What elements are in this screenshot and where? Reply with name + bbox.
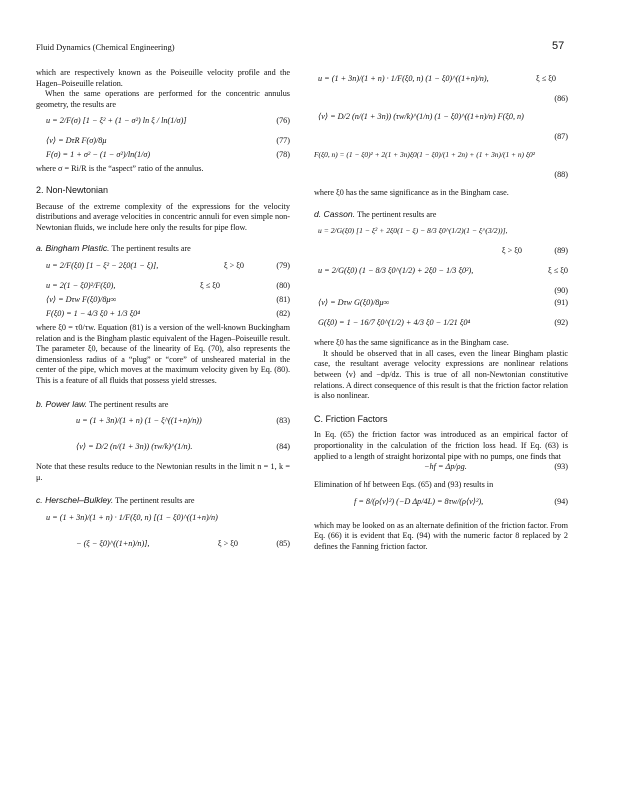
equation-77 [36,136,290,150]
paragraph: which may be looked on as an alternate definition of the friction factor. From Eq. (66) it is evident that Eq. (94) with the numeric factor 8 replaced by 2 defines the Fanning friction factor. [314,520,568,551]
subsection-heading: d. Casson. [314,208,356,219]
equation-93 [314,462,568,476]
subsection-heading: a. Bingham Plastic. [36,243,110,254]
equation-text: G(ξ0) = 1 − 16/7 ξ0^(1/2) + 4/3 ξ0 − 1/21 ξ0⁴ [318,318,471,328]
equation-86 [314,68,568,94]
equation-text: ⟨v⟩ = Dτw F(ξ0)/8μ∞ [46,294,117,304]
equation-number: (93) [554,462,568,472]
equation-80 [36,281,290,295]
equation-82 [36,309,290,323]
equation-79 [36,255,290,281]
paragraph: where σ = Ri/R is the “aspect” ratio of the annulus. [36,164,204,174]
section-heading: C. Friction Factors [314,413,388,424]
equation-number: (81) [276,294,290,304]
equation-number: (84) [276,442,290,452]
equation-condition: ξ > ξ0 [217,538,238,548]
page-number: 57 [552,40,565,52]
paragraph: which are respectively known as the Poiseuille velocity profile and the Hagen–Poiseuille relation. [36,68,290,88]
subsection-text: The pertinent results are [111,244,191,254]
equation-text: F(σ) = 1 + σ² − (1 − σ²)/ln(1/σ) [46,150,151,160]
equation-condition: ξ > ξ0 [501,246,522,256]
equation-text: ⟨v⟩ = DτR F(σ)/8μ [46,136,107,146]
equation-84 [36,436,290,462]
equation-81 [36,295,290,309]
equation-text: ⟨v⟩ = D/2 (n/(1 + 3n)) (τw/k)^(1/n). [76,442,193,452]
equation-number: (90) [554,286,568,296]
subsection-text: The pertinent results are [89,399,169,409]
equation-text: u = 2/G(ξ0) [1 − ξ² + 2ξ0(1 − ξ) − 8/3 ξ0^(1/2)(1 − ξ^(3/2))], [318,226,508,236]
equation-text: u = 2(1 − ξ0)²/F(ξ0), [46,280,116,290]
equation-94 [314,491,568,517]
equation-text: ⟨v⟩ = D/2 (n/(1 + 3n)) (τw/k)^(1/n) (1 − ξ0)^((1+n)/n) F(ξ0, n) [318,112,524,121]
equation-text: ⟨v⟩ = Dτw G(ξ0)/8μ∞ [318,298,390,308]
equation-condition: ξ > ξ0 [223,260,244,270]
paragraph: When the same operations are performed for the concentric annulus geometry, the results are [36,89,290,109]
equation-text: F(ξ0) = 1 − 4/3 ξ0 + 1/3 ξ0⁴ [46,308,141,318]
equation-text: F(ξ0, n) = (1 − ξ0)² + 2(1 + 3n)ξ0(1 − ξ0)/(1 + 2n) + (1 + 3n)/(1 + n) ξ0² [314,150,535,159]
equation-text: u = (1 + 3n)/(1 + n) · 1/F(ξ0, n) (1 − ξ0)^((1+n)/n), [318,74,489,83]
equation-87 [314,106,568,132]
equation-text: u = 2/F(σ) [1 − ξ² + (1 − σ²) ln ξ / ln(1/σ)] [46,116,187,126]
equation-number: (92) [554,318,568,328]
equation-91 [314,298,568,312]
equation-85-line1 [36,507,290,533]
equation-number: (82) [276,308,290,318]
equation-number: (88) [554,170,568,179]
equation-83 [36,410,290,436]
equation-78 [36,150,290,164]
paragraph: Note that these results reduce to the Newtonian results in the limit n = 1, k = μ. [36,462,290,482]
equation-condition: ξ ≤ ξ0 [536,74,556,83]
subsection-heading: b. Power law. [36,398,88,409]
equation-number: (76) [276,116,290,126]
equation-89 [314,220,568,246]
subsection-text: The pertinent results are [115,496,195,506]
equation-number: (80) [276,280,290,290]
left-column [36,68,290,559]
paragraph: Because of the extreme complexity of the expressions for the velocity distributions and average velocities in concentric annuli for even simple non-Newtonian fluids, we include here only the results for pipe flow. [36,201,290,232]
equation-number: (94) [554,496,568,506]
equation-number: (86) [554,94,568,103]
equation-number: (89) [554,246,568,256]
paragraph: where ξ0 = τ0/τw. Equation (81) is a version of the well-known Buckingham relation and is the Bingham plastic equivalent of the Hagen–Poiseuille result. The parameter ξ0, because of the linearity of Eq. (70), also represents the dimensionless radius of a “plug” or “core” of unsheared material in the center of the pipe, which moves at the maximum velocity given by Eq. (80). This is a feature of all fluids that possess yield stresses. [36,322,290,385]
paragraph: It should be observed that in all cases, even the linear Bingham plastic case, the resultant average velocity expressions are nonlinear relations between ⟨v⟩ and −dp/dz. This is true of all non-Newtonian constitutive relations. A direct consequence of this result is that the friction factor relation is also nonlinear. [314,348,568,401]
equation-92 [314,312,568,338]
equation-76 [36,110,290,136]
equation-text: u = 2/F(ξ0) [1 − ξ² − 2ξ0(1 − ξ)], [46,260,159,270]
running-title: Fluid Dynamics (Chemical Engineering) [36,42,175,52]
equation-90 [314,260,568,286]
paragraph: In Eq. (65) the friction factor was introduced as an empirical factor of proportionality in the calculation of the friction loss head. If Eq. (63) is applied to a length of straight horizontal pipe with no pumps, one finds that [314,430,568,461]
equation-condition: ξ ≤ ξ0 [548,266,568,276]
equation-text: u = (1 + 3n)/(1 + n) (1 − ξ^((1+n)/n)) [76,416,202,426]
equation-number: (85) [276,538,290,548]
equation-text: −hf = Δp/ρg. [424,462,467,472]
equation-number: (77) [276,136,290,146]
equation-number: (78) [276,150,290,160]
paragraph: where ξ0 has the same significance as in the Bingham case. [314,188,509,197]
equation-number: (79) [276,260,290,270]
equation-text: u = (1 + 3n)/(1 + n) · 1/F(ξ0, n) [(1 − ξ0)^((1+n)/n) [46,512,218,522]
right-column [314,68,568,553]
equation-89-condition [314,246,568,260]
equation-number: (91) [554,298,568,308]
equation-number: (83) [276,416,290,426]
equation-88 [314,144,568,170]
subsection-text: The pertinent results are [357,209,437,219]
equation-85-line2 [36,533,290,559]
equation-number: (87) [554,132,568,141]
subsection-heading: c. Herschel–Bulkley. [36,495,114,506]
paragraph: where ξ0 has the same significance as in the Bingham case. [314,338,509,348]
section-heading: 2. Non-Newtonian [36,184,109,195]
equation-text: f = 8/(ρ⟨v⟩²) (−D Δp/4L) = 8τw/(ρ⟨v⟩²), [354,496,484,506]
equation-condition: ξ ≤ ξ0 [200,280,220,290]
equation-text: − (ξ − ξ0)^((1+n)/n)], [76,538,150,548]
equation-text: u = 2/G(ξ0) (1 − 8/3 ξ0^(1/2) + 2ξ0 − 1/3 ξ0²), [318,266,474,276]
paragraph: Elimination of hf between Eqs. (65) and (93) results in [314,480,494,490]
